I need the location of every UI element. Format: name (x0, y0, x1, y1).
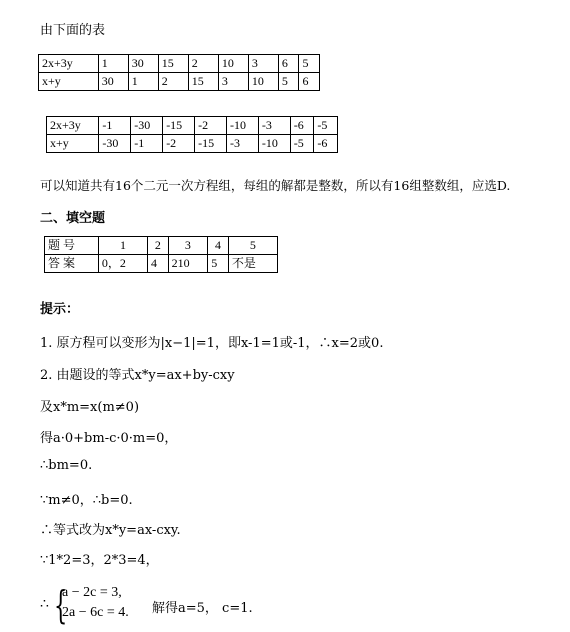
table1-cell: 10 (218, 55, 248, 73)
table2-cell: -6 (290, 117, 314, 135)
therefore-symbol: ∴ (40, 596, 49, 612)
hint-line-6: ∵m≠0，∴b=0. (40, 493, 133, 508)
answer-cell: 3 (168, 237, 208, 255)
table2-cell: -1 (99, 117, 131, 135)
answer-cell: 题 号 (45, 237, 99, 255)
table2-cell: x+y (47, 135, 99, 153)
answer-cell: 5 (228, 237, 277, 255)
table1-row (39, 55, 320, 73)
conclusion-text: 可以知道共有16个二元一次方程组，每组的解都是整数，所以有16组整数组，应选D. (40, 178, 511, 193)
solution-text: 解得a=5， c=1. (152, 601, 253, 616)
answer-cell: 2 (148, 237, 169, 255)
table2-cell: -3 (258, 117, 290, 135)
intro-text: 由下面的表 (40, 23, 106, 38)
table1-cell: 5 (278, 73, 299, 91)
equation-2: 2a − 6c = 4. (62, 605, 129, 620)
section-title: 二、填空题 (40, 211, 106, 226)
table2-cell: -30 (131, 117, 163, 135)
table1-cell: 3 (248, 55, 278, 73)
answer-cell: 不是 (228, 255, 277, 273)
table1-cell: 30 (98, 73, 128, 91)
table2-cell: -15 (163, 117, 195, 135)
answer-cell: 0，2 (98, 255, 147, 273)
hints-title: 提示： (40, 302, 80, 317)
table1-cell: 1 (98, 55, 128, 73)
table2-row (47, 135, 338, 153)
hint-line-8: ∵1*2=3，2*3=4， (40, 553, 159, 568)
table2-cell: -10 (226, 117, 258, 135)
hint-line-5: ∴bm=0. (40, 458, 93, 473)
answer-row (45, 237, 278, 255)
table2-cell: -2 (163, 135, 195, 153)
table1-cell: 30 (128, 55, 158, 73)
value-table-negative (46, 116, 338, 153)
table1-cell: 6 (299, 73, 320, 91)
table2-cell: -30 (99, 135, 131, 153)
table1-cell: 5 (299, 55, 320, 73)
answer-cell: 5 (208, 255, 229, 273)
hint-line-3: 及x*m=x(m≠0) (40, 400, 140, 415)
table1-cell: 6 (278, 55, 299, 73)
table1-cell: 15 (188, 73, 218, 91)
table1-cell: 3 (218, 73, 248, 91)
table2-cell: -5 (290, 135, 314, 153)
table2-cell: -15 (195, 135, 227, 153)
value-table-positive (38, 54, 320, 91)
table2-cell: -3 (226, 135, 258, 153)
table1-cell: 2x+3y (39, 55, 99, 73)
answer-cell: 答 案 (45, 255, 99, 273)
brace-symbol: { (54, 583, 68, 627)
answer-row (45, 255, 278, 273)
table1-cell: 10 (248, 73, 278, 91)
table1-cell: x+y (39, 73, 99, 91)
table2-cell: -1 (131, 135, 163, 153)
table1-cell: 15 (158, 55, 188, 73)
hint-line-1: 1. 原方程可以变形为|x−1|=1，即x-1=1或-1，∴x=2或0. (40, 336, 384, 351)
table1-cell: 1 (128, 73, 158, 91)
table1-cell: 2 (188, 55, 218, 73)
table2-cell: -5 (314, 117, 338, 135)
table2-cell: -2 (195, 117, 227, 135)
answer-cell: 210 (168, 255, 208, 273)
table1-cell: 2 (158, 73, 188, 91)
answer-table (44, 236, 278, 273)
answer-cell: 1 (98, 237, 147, 255)
table2-cell: 2x+3y (47, 117, 99, 135)
table2-cell: -10 (258, 135, 290, 153)
hint-line-2: 2. 由题设的等式x*y=ax+by-cxy (40, 368, 235, 383)
table2-cell: -6 (314, 135, 338, 153)
table2-row (47, 117, 338, 135)
equation-1: a − 2c = 3, (62, 585, 122, 600)
table1-row (39, 73, 320, 91)
hint-line-7: ∴等式改为x*y=ax-cxy. (40, 523, 181, 538)
hint-line-4: 得a·0+bm-c·0·m=0， (40, 431, 178, 446)
answer-cell: 4 (148, 255, 169, 273)
answer-cell: 4 (208, 237, 229, 255)
